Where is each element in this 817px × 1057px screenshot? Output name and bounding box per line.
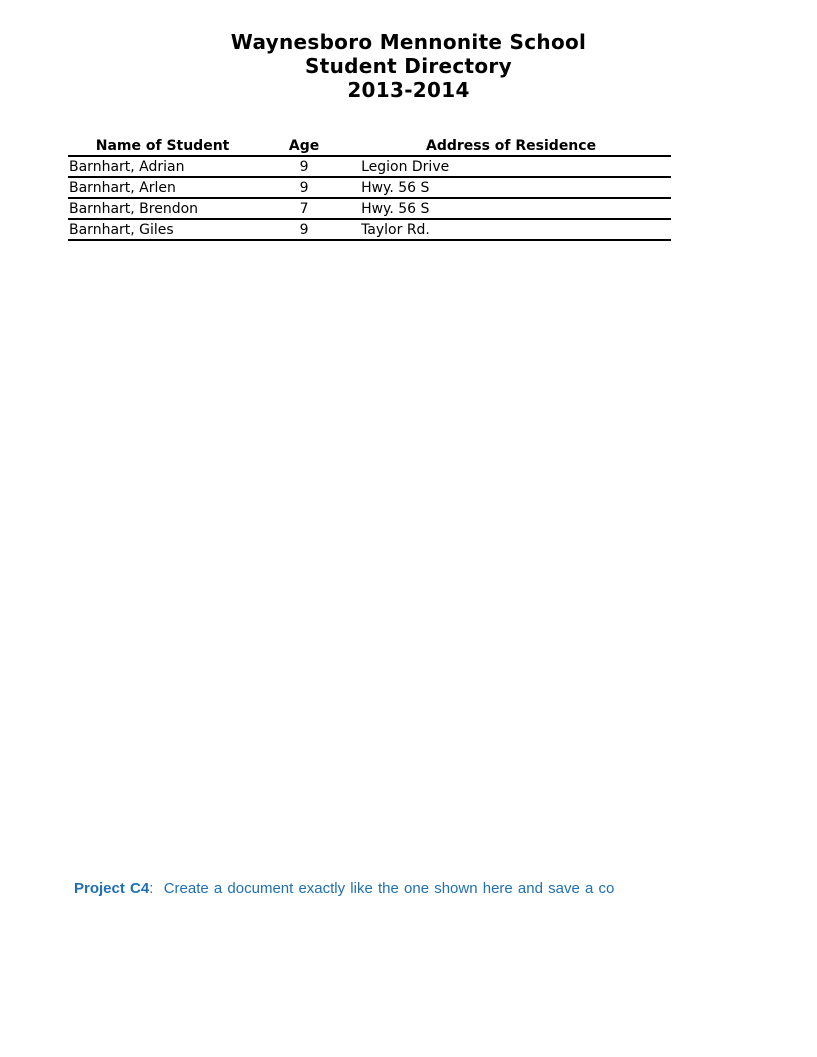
student-name-cell: Barnhart, Giles (68, 219, 257, 240)
student-age-cell: 7 (257, 198, 351, 219)
student-address-cell: Legion Drive (351, 156, 671, 177)
header-age: Age (257, 136, 351, 156)
table-row (68, 219, 671, 240)
student-name-cell: Barnhart, Arlen (68, 177, 257, 198)
table-row (68, 156, 671, 177)
table-row (68, 198, 671, 219)
project-instruction-text: Create a document exactly like the one shown here and save a co (163, 880, 615, 897)
student-directory-table (68, 136, 671, 241)
student-age-cell: 9 (257, 219, 351, 240)
document-title (0, 30, 817, 102)
header-address-of-residence: Address of Residence (351, 136, 671, 156)
student-name-cell: Barnhart, Adrian (68, 156, 257, 177)
project-separator: : (149, 880, 154, 897)
header-name-of-student: Name of Student (68, 136, 257, 156)
student-address-cell: Hwy. 56 S (351, 177, 671, 198)
table-header-row (68, 136, 671, 156)
student-address-cell: Taylor Rd. (351, 219, 671, 240)
student-name-cell: Barnhart, Brendon (68, 198, 257, 219)
school-name: Waynesboro Mennonite School (230, 30, 587, 54)
school-year: 2013-2014 (347, 78, 470, 102)
student-address-cell: Hwy. 56 S (351, 198, 671, 219)
project-label: Project C4 (74, 880, 150, 897)
project-instructions (74, 880, 672, 900)
student-age-cell: 9 (257, 156, 351, 177)
table-row (68, 177, 671, 198)
student-age-cell: 9 (257, 177, 351, 198)
directory-title: Student Directory (305, 54, 512, 78)
